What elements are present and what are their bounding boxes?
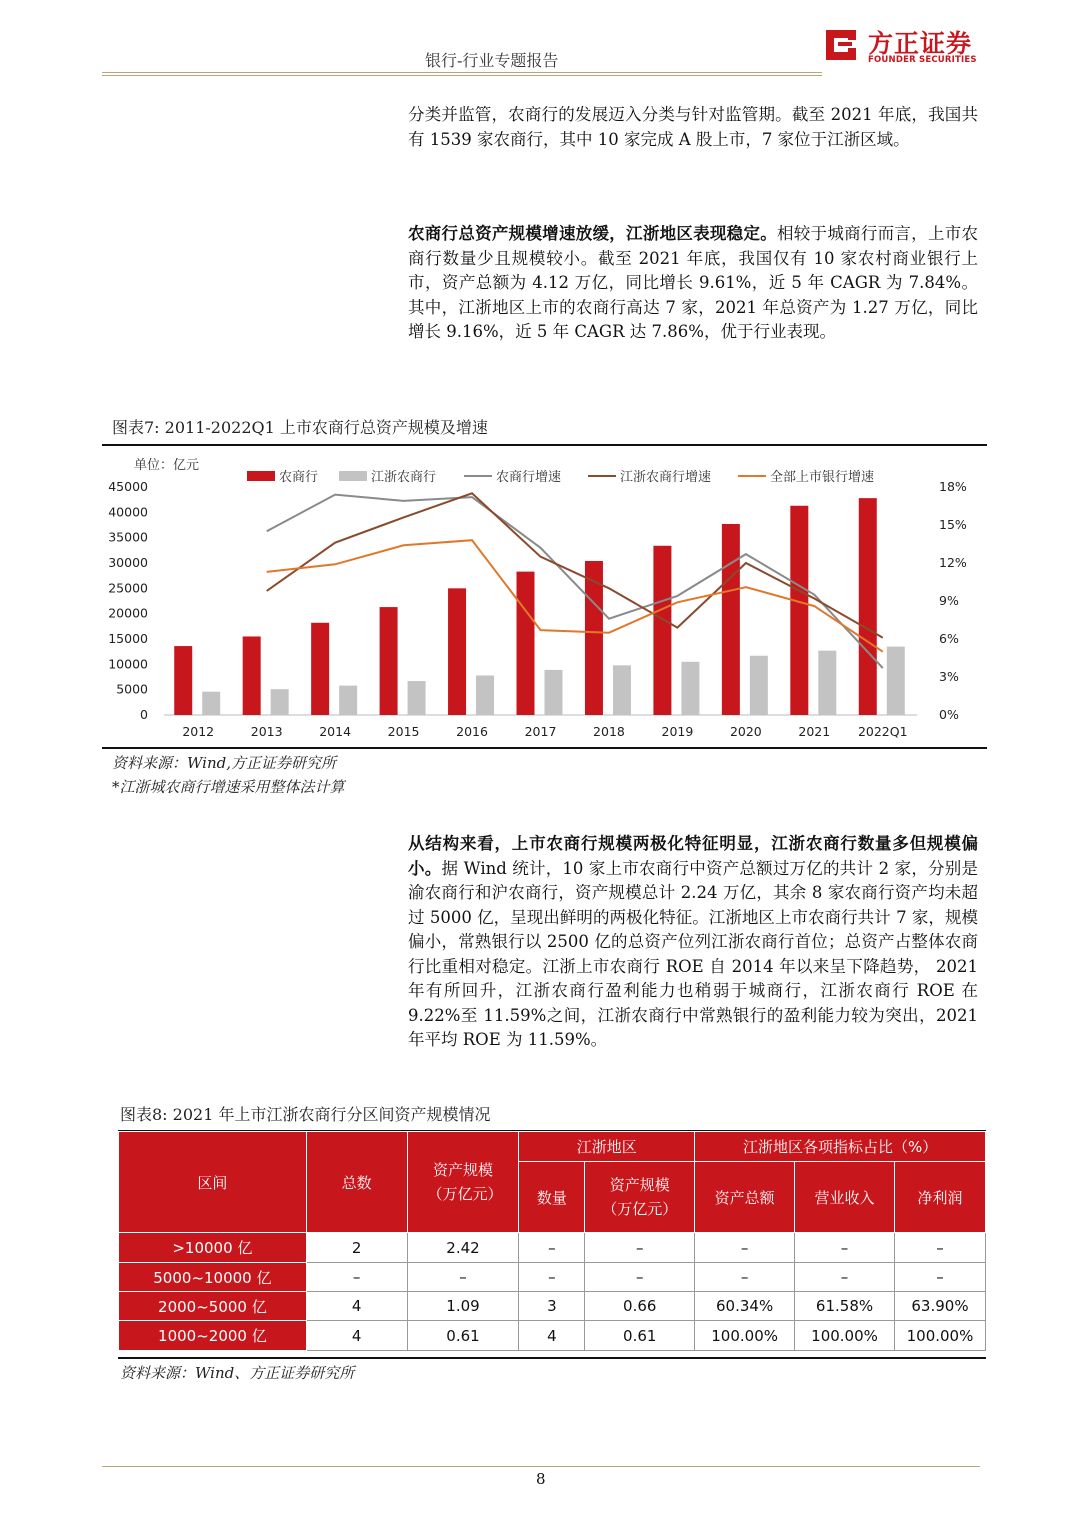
header-share-assets: 资产总额 (695, 1162, 795, 1233)
bar-江浙农商行 (202, 692, 220, 715)
row-range: >10000 亿 (119, 1233, 307, 1263)
figure8-caption: 图表8: 2021 年上市江浙农商行分区间资产规模情况 (120, 1105, 491, 1124)
row-total: – (306, 1263, 407, 1292)
row-assets: 2.42 (407, 1233, 519, 1263)
y-tick-label: 30000 (108, 555, 148, 570)
row-assets: – (407, 1263, 519, 1292)
row-assets: 0.61 (407, 1321, 519, 1351)
figure7-top-rule (102, 444, 987, 446)
row-share-assets: 60.34% (695, 1292, 795, 1321)
y-tick-label: 25000 (108, 580, 148, 596)
bar-江浙农商行 (887, 647, 905, 715)
row-jz-count: 3 (519, 1292, 585, 1321)
bar-农商行 (653, 546, 671, 715)
paragraph-assets-body: 相较于城商行而言，上市农商行数量少且规模较小。截至 2021 年底，我国仅有 10 家农村商业银行上市，资产总额为 4.12 万亿，同比增长 9.61%，近 5 年 CAGR 为 7.84%。其中，江浙地区上市的农商行高达 7 家，2021 年总资产为 1.27 万亿，同比增长 9.16%，近 5 年 CAGR 达 7.86%，优于行业表现。 (408, 224, 979, 341)
y2-tick-label: 15% (939, 517, 967, 532)
row-share-profit: – (894, 1263, 985, 1292)
header-jz-assets: 资产规模（万亿元） (585, 1162, 695, 1233)
page-number: 8 (536, 1470, 546, 1488)
y-tick-label: 15000 (108, 631, 148, 646)
figure8-table (118, 1131, 986, 1351)
bar-江浙农商行 (339, 686, 357, 715)
row-share-revenue: 61.58% (795, 1292, 895, 1321)
founder-logo-icon (822, 26, 860, 64)
bar-江浙农商行 (271, 689, 289, 715)
bar-农商行 (380, 607, 398, 715)
x-tick-label: 2012 (182, 724, 215, 739)
row-share-profit: 63.90% (894, 1292, 985, 1321)
bar-农商行 (790, 506, 808, 715)
y-tick-label: 40000 (108, 504, 148, 520)
legend-label-2: 农商行增速 (496, 470, 562, 485)
bar-农商行 (448, 588, 466, 715)
legend-swatch-0 (247, 471, 275, 481)
header-share: 江浙地区各项指标占比（%） (695, 1132, 986, 1162)
row-share-revenue: – (795, 1233, 895, 1263)
legend-label-1: 江浙农商行 (371, 470, 437, 485)
founder-logo (822, 24, 987, 68)
figure7-caption: 图表7: 2011-2022Q1 上市农商行总资产规模及增速 (112, 418, 488, 437)
row-jz-assets: – (585, 1263, 695, 1292)
x-tick-label: 2020 (729, 724, 762, 739)
bar-农商行 (517, 572, 535, 715)
legend-swatch-1 (339, 471, 367, 481)
bar-农商行 (722, 524, 740, 715)
bar-农商行 (311, 623, 329, 715)
bar-农商行 (174, 646, 192, 715)
paragraph-structure (408, 832, 978, 1053)
report-title: 银行-行业专题报告 (425, 51, 559, 70)
header-total: 总数 (306, 1132, 407, 1233)
legend-label-0: 农商行 (279, 470, 319, 485)
y2-tick-label: 18% (939, 479, 967, 494)
chart-unit-label: 单位：亿元 (134, 458, 200, 473)
y-tick-label: 0 (140, 707, 148, 722)
row-jz-count: – (519, 1263, 585, 1292)
paragraph-assets (408, 222, 978, 345)
row-range: 2000~5000 亿 (119, 1292, 307, 1321)
x-tick-label: 2017 (524, 724, 557, 739)
header-assets: 资产规模（万亿元） (407, 1132, 519, 1233)
y2-tick-label: 9% (939, 593, 959, 608)
x-tick-label: 2014 (319, 724, 352, 739)
header-jz-count: 数量 (519, 1162, 585, 1233)
row-jz-assets: 0.66 (585, 1292, 695, 1321)
paragraph-assets-lead: 农商行总资产规模增速放缓，江浙地区表现稳定。 (408, 224, 777, 243)
x-tick-label: 2015 (387, 724, 420, 739)
y-tick-label: 20000 (108, 605, 148, 621)
x-tick-label: 2016 (456, 724, 488, 739)
x-tick-label: 2013 (250, 724, 283, 739)
y2-tick-label: 3% (939, 669, 959, 684)
row-share-revenue: 100.00% (795, 1321, 895, 1351)
bar-江浙农商行 (613, 665, 631, 715)
x-tick-label: 2022Q1 (857, 724, 908, 739)
figure7-chart (102, 450, 987, 745)
figure7-note: *江浙城农商行增速采用整体法计算 (112, 778, 345, 796)
row-jz-assets: 0.61 (585, 1321, 695, 1351)
header-jz-region: 江浙地区 (519, 1132, 695, 1162)
row-share-profit: 100.00% (894, 1321, 985, 1351)
header-divider (102, 72, 822, 76)
header-range: 区间 (119, 1132, 307, 1233)
y2-tick-label: 6% (939, 631, 959, 646)
y-tick-label: 5000 (116, 681, 148, 697)
y-tick-label: 10000 (108, 656, 148, 672)
header-share-profit: 净利润 (894, 1162, 985, 1233)
y-tick-label: 35000 (108, 529, 148, 545)
figure8-bottom-rule (118, 1357, 986, 1359)
bar-江浙农商行 (818, 651, 836, 715)
bar-江浙农商行 (476, 675, 494, 715)
x-tick-label: 2021 (798, 724, 831, 739)
row-share-assets: 100.00% (695, 1321, 795, 1351)
x-tick-label: 2019 (661, 724, 694, 739)
table-row (119, 1233, 986, 1263)
figure7-bottom-rule (102, 747, 987, 749)
row-jz-count: 4 (519, 1321, 585, 1351)
header-share-revenue: 营业收入 (795, 1162, 895, 1233)
paragraph-intro: 分类并监管，农商行的发展迈入分类与针对监管期。截至 2021 年底，我国共有 1539 家农商行，其中 10 家完成 A 股上市，7 家位于江浙区域。 (408, 105, 978, 149)
logo-cn-text: 方正证券 (868, 29, 973, 58)
row-total: 4 (306, 1321, 407, 1351)
row-jz-assets: – (585, 1233, 695, 1263)
table-row (119, 1263, 986, 1292)
bar-农商行 (859, 498, 877, 715)
bar-江浙农商行 (681, 662, 699, 715)
row-assets: 1.09 (407, 1292, 519, 1321)
row-total: 2 (306, 1233, 407, 1263)
table-row (119, 1321, 986, 1351)
row-share-profit: – (894, 1233, 985, 1263)
bar-江浙农商行 (545, 670, 563, 715)
row-share-assets: – (695, 1233, 795, 1263)
x-tick-label: 2018 (593, 724, 625, 739)
y2-tick-label: 12% (939, 555, 967, 570)
row-jz-count: – (519, 1233, 585, 1263)
paragraph-structure-body: 据 Wind 统计，10 家上市农商行中资产总额过万亿的共计 2 家，分别是渝农商行和沪农商行，资产规模总计 2.24 万亿，其余 8 家农商行资产均未超过 5000 亿，呈现出鲜明的两极化特征。江浙地区上市农商行共计 7 家，规模偏小，常熟银行以 2500 亿的总资产位列江浙农商行首位；总资产占整体农商行比重相对稳定。江浙上市农商行 ROE 自 2014 年以来呈下降趋势， 2021 年有所回升，江浙农商行盈利能力也稍弱于城商行，江浙农商行 ROE 在 9.22%至 11.59%之间，江浙农商行中常熟银行的盈利能力较为突出，2021 年平均 ROE 为 11.59%。 (408, 858, 979, 1049)
footer-divider (102, 1466, 980, 1467)
row-share-revenue: – (795, 1263, 895, 1292)
logo-en-text: FOUNDER SECURITIES (868, 55, 977, 65)
table-row (119, 1292, 986, 1321)
y-tick-label: 45000 (108, 479, 148, 494)
bar-江浙农商行 (408, 681, 426, 715)
legend-label-4: 全部上市银行增速 (770, 470, 875, 485)
y2-tick-label: 0% (939, 707, 959, 722)
figure8-source: 资料来源：Wind、方正证券研究所 (120, 1364, 355, 1382)
row-share-assets: – (695, 1263, 795, 1292)
paragraph-structure-lead: 从结构来看，上市农商行规模两极化特征明显，江浙农商行数量多但规模偏小。 (408, 834, 978, 878)
figure7-source: 资料来源：Wind,方正证券研究所 (112, 754, 336, 772)
row-range: 1000~2000 亿 (119, 1321, 307, 1351)
row-range: 5000~10000 亿 (119, 1263, 307, 1292)
legend-label-3: 江浙农商行增速 (620, 470, 712, 485)
row-total: 4 (306, 1292, 407, 1321)
bar-农商行 (243, 636, 261, 715)
bar-江浙农商行 (750, 656, 768, 715)
